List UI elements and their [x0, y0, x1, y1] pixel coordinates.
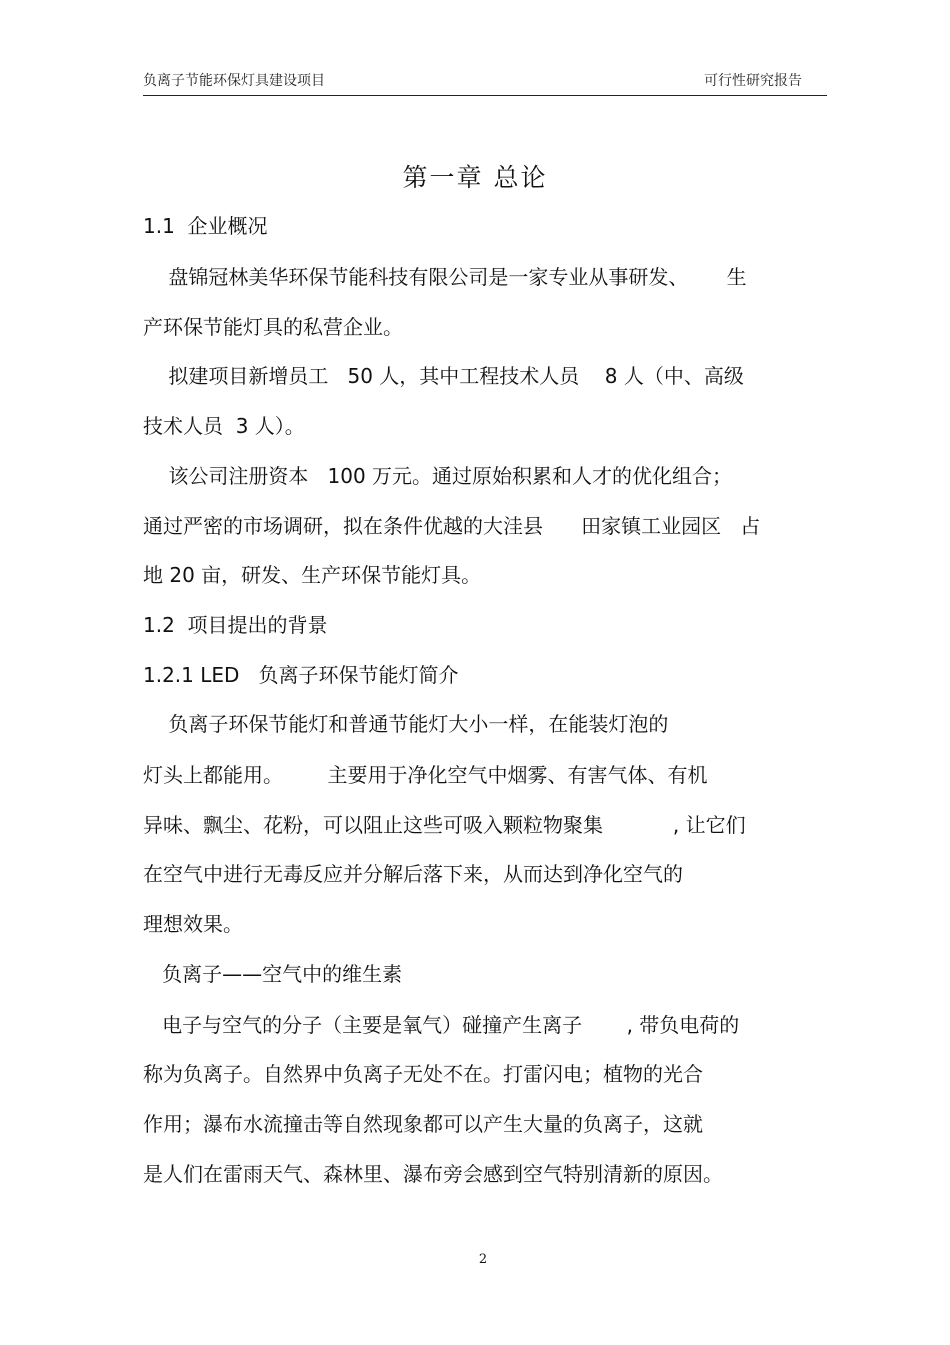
section-heading: 1.1 企业概况 — [143, 214, 268, 238]
body-line: 电子与空气的分子（主要是氧气）碰撞产生离子 , 带负电荷的 — [143, 1013, 740, 1037]
body-line: 是人们在雷雨天气、森林里、瀑布旁会感到空气特别清新的原因。 — [143, 1162, 723, 1186]
body-line: 在空气中进行无毒反应并分解后落下来，从而达到净化空气的 — [143, 862, 683, 886]
section-heading: 1.2 项目提出的背景 — [143, 613, 328, 637]
chapter-title: 第一章 总论 — [402, 163, 548, 192]
body-line: 技术人员 3 人）。 — [143, 414, 305, 438]
body-line: 理想效果。 — [143, 912, 243, 936]
body-line: 异味、飘尘、花粉，可以阻止这些可吸入颗粒物聚集 , 让它们 — [143, 813, 746, 837]
body-line: 灯头上都能用。 主要用于净化空气中烟雾、有害气体、有机 — [143, 763, 708, 787]
body-line: 通过严密的市场调研，拟在条件优越的大洼县 田家镇工业园区 占 — [143, 514, 761, 538]
body-line: 该公司注册资本 100 万元。通过原始积累和人才的优化组合； — [143, 464, 733, 488]
body-line: 负离子——空气中的维生素 — [143, 962, 403, 986]
page-number: 2 — [478, 1252, 488, 1267]
header-divider — [143, 95, 827, 96]
body-line: 负离子环保节能灯和普通节能灯大小一样，在能装灯泡的 — [143, 712, 669, 736]
header-right-title: 可行性研究报告 — [704, 73, 802, 89]
body-line: 地 20 亩，研发、生产环保节能灯具。 — [143, 563, 482, 587]
body-line: 作用；瀑布水流撞击等自然现象都可以产生大量的负离子，这就 — [143, 1112, 703, 1136]
body-line: 拟建项目新增员工 50 人，其中工程技术人员 8 人（中、高级 — [143, 364, 744, 388]
body-line: 盘锦冠林美华环保节能科技有限公司是一家专业从事研发、 生 — [143, 265, 747, 289]
body-line: 产环保节能灯具的私营企业。 — [143, 315, 403, 339]
body-line: 称为负离子。自然界中负离子无处不在。打雷闪电；植物的光合 — [143, 1062, 703, 1086]
subsection-heading: 1.2.1 LED 负离子环保节能灯简介 — [143, 663, 459, 687]
header-left-title: 负离子节能环保灯具建设项目 — [143, 73, 325, 89]
